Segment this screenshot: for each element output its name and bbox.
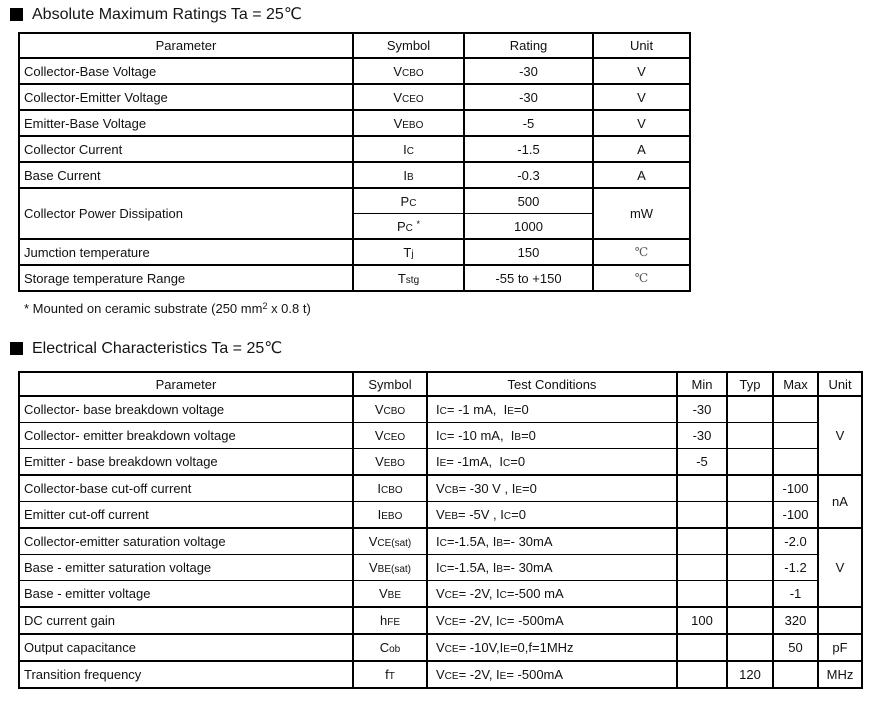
param-cell: Transition frequency [19, 661, 353, 688]
symbol-cell: IC [353, 136, 464, 162]
test-conditions-cell: IC=-1.5A, IB=- 30mA [427, 528, 677, 555]
max-cell: 50 [773, 634, 818, 661]
rating-cell: 150 [464, 239, 593, 265]
unit-cell: V [593, 110, 690, 136]
table-row [19, 607, 862, 634]
symbol-cell: VBE(sat) [353, 555, 427, 581]
unit-cell: ℃ [593, 265, 690, 291]
column-header-rating: Rating [464, 33, 593, 58]
typ-cell [727, 528, 773, 555]
max-cell: 320 [773, 607, 818, 634]
table-row [19, 475, 862, 502]
symbol-cell: VCE(sat) [353, 528, 427, 555]
param-cell: Jumction temperature [19, 239, 353, 265]
table-row [19, 555, 862, 581]
table-row [19, 110, 690, 136]
column-header-symbol: Symbol [353, 372, 427, 396]
min-cell: -30 [677, 396, 727, 423]
param-cell: Emitter - base breakdown voltage [19, 449, 353, 476]
symbol-cell: Tj [353, 239, 464, 265]
param-cell: Collector-emitter saturation voltage [19, 528, 353, 555]
min-cell [677, 555, 727, 581]
param-cell: Emitter cut-off current [19, 502, 353, 529]
symbol-cell: PC * [353, 214, 464, 240]
symbol-cell: ICBO [353, 475, 427, 502]
max-cell [773, 449, 818, 476]
test-conditions-cell: IE= -1mA, IC=0 [427, 449, 677, 476]
section-bullet-icon [10, 342, 23, 355]
column-header-typ: Typ [727, 372, 773, 396]
table-row [19, 188, 690, 214]
symbol-cell: Tstg [353, 265, 464, 291]
unit-cell: V [818, 528, 862, 607]
param-cell: Collector-Emitter Voltage [19, 84, 353, 110]
param-cell: Base - emitter saturation voltage [19, 555, 353, 581]
section-bullet-icon [10, 8, 23, 21]
param-cell: Storage temperature Range [19, 265, 353, 291]
test-conditions-cell: VEB= -5V , IC=0 [427, 502, 677, 529]
section-title-absolute-maximum-ratings [10, 3, 879, 25]
section-title-text: Absolute Maximum Ratings Ta = 25℃ [32, 6, 302, 23]
table-row [19, 136, 690, 162]
unit-cell: ℃ [593, 239, 690, 265]
table-header-row [19, 33, 690, 58]
typ-cell [727, 607, 773, 634]
rating-cell: -5 [464, 110, 593, 136]
section-title-electrical-characteristics [10, 337, 879, 359]
symbol-cell: VCBO [353, 396, 427, 423]
unit-cell: V [593, 84, 690, 110]
table-row [19, 265, 690, 291]
min-cell [677, 581, 727, 608]
symbol-cell: VEBO [353, 449, 427, 476]
table-row [19, 634, 862, 661]
min-cell [677, 475, 727, 502]
min-cell: -30 [677, 423, 727, 449]
column-header-test-conditions: Test Conditions [427, 372, 677, 396]
test-conditions-cell: VCE= -10V,IE=0,f=1MHz [427, 634, 677, 661]
param-cell: Collector Current [19, 136, 353, 162]
test-conditions-cell: VCB= -30 V , IE=0 [427, 475, 677, 502]
symbol-cell: VEBO [353, 110, 464, 136]
unit-cell [818, 607, 862, 634]
unit-cell: A [593, 136, 690, 162]
table-row [19, 528, 862, 555]
rating-cell: -0.3 [464, 162, 593, 188]
symbol-cell: Cob [353, 634, 427, 661]
rating-cell: -55 to +150 [464, 265, 593, 291]
max-cell: -1.2 [773, 555, 818, 581]
symbol-cell: fT [353, 661, 427, 688]
unit-cell: nA [818, 475, 862, 528]
typ-cell [727, 634, 773, 661]
symbol-cell: IEBO [353, 502, 427, 529]
table-row [19, 84, 690, 110]
table-row [19, 449, 862, 476]
min-cell [677, 634, 727, 661]
column-header-unit: Unit [593, 33, 690, 58]
column-header-unit: Unit [818, 372, 862, 396]
unit-cell: V [593, 58, 690, 84]
typ-cell: 120 [727, 661, 773, 688]
rating-cell: 1000 [464, 214, 593, 240]
min-cell [677, 528, 727, 555]
min-cell [677, 502, 727, 529]
symbol-cell: VCBO [353, 58, 464, 84]
column-header-max: Max [773, 372, 818, 396]
electrical-characteristics-table [18, 371, 863, 689]
rating-cell: -1.5 [464, 136, 593, 162]
typ-cell [727, 581, 773, 608]
typ-cell [727, 449, 773, 476]
unit-cell: pF [818, 634, 862, 661]
unit-cell: A [593, 162, 690, 188]
footnote: * Mounted on ceramic substrate (250 $mm^2$ x 0.8 t) [24, 301, 311, 316]
typ-cell [727, 396, 773, 423]
column-header-parameter: Parameter [19, 372, 353, 396]
symbol-cell: VCEO [353, 84, 464, 110]
param-cell: Collector- emitter breakdown voltage [19, 423, 353, 449]
column-header-symbol: Symbol [353, 33, 464, 58]
table-row [19, 423, 862, 449]
max-cell [773, 661, 818, 688]
param-cell: Collector- base breakdown voltage [19, 396, 353, 423]
table-row [19, 502, 862, 529]
test-conditions-cell: IC=-1.5A, IB=- 30mA [427, 555, 677, 581]
symbol-cell: PC [353, 188, 464, 214]
max-cell [773, 396, 818, 423]
typ-cell [727, 555, 773, 581]
param-cell: Output capacitance [19, 634, 353, 661]
test-conditions-cell: IC= -10 mA, IB=0 [427, 423, 677, 449]
max-cell [773, 423, 818, 449]
absolute-maximum-ratings-table [18, 32, 691, 292]
rating-cell: -30 [464, 58, 593, 84]
min-cell [677, 661, 727, 688]
table-row [19, 239, 690, 265]
max-cell: -2.0 [773, 528, 818, 555]
table-header-row [19, 372, 862, 396]
min-cell: 100 [677, 607, 727, 634]
unit-cell: mW [593, 188, 690, 239]
table-row [19, 581, 862, 608]
max-cell: -1 [773, 581, 818, 608]
rating-cell: -30 [464, 84, 593, 110]
unit-cell: MHz [818, 661, 862, 688]
param-cell: Collector Power Dissipation [19, 188, 353, 239]
typ-cell [727, 502, 773, 529]
test-conditions-cell: VCE= -2V, IC= -500mA [427, 607, 677, 634]
symbol-cell: VCEO [353, 423, 427, 449]
max-cell: -100 [773, 502, 818, 529]
param-cell: Base Current [19, 162, 353, 188]
typ-cell [727, 423, 773, 449]
max-cell: -100 [773, 475, 818, 502]
param-cell: Collector-Base Voltage [19, 58, 353, 84]
table-row [19, 162, 690, 188]
param-cell: Base - emitter voltage [19, 581, 353, 608]
min-cell: -5 [677, 449, 727, 476]
table-row [19, 661, 862, 688]
test-conditions-cell: IC= -1 mA, IE=0 [427, 396, 677, 423]
param-cell: DC current gain [19, 607, 353, 634]
column-header-parameter: Parameter [19, 33, 353, 58]
table-row [19, 396, 862, 423]
section-title-text: Electrical Characteristics Ta = 25℃ [32, 340, 283, 357]
test-conditions-cell: VCE= -2V, IC=-500 mA [427, 581, 677, 608]
param-cell: Collector-base cut-off current [19, 475, 353, 502]
unit-cell: V [818, 396, 862, 475]
symbol-cell: hFE [353, 607, 427, 634]
rating-cell: 500 [464, 188, 593, 214]
table-row [19, 58, 690, 84]
column-header-min: Min [677, 372, 727, 396]
typ-cell [727, 475, 773, 502]
test-conditions-cell: VCE= -2V, IE= -500mA [427, 661, 677, 688]
symbol-cell: VBE [353, 581, 427, 608]
param-cell: Emitter-Base Voltage [19, 110, 353, 136]
symbol-cell: IB [353, 162, 464, 188]
